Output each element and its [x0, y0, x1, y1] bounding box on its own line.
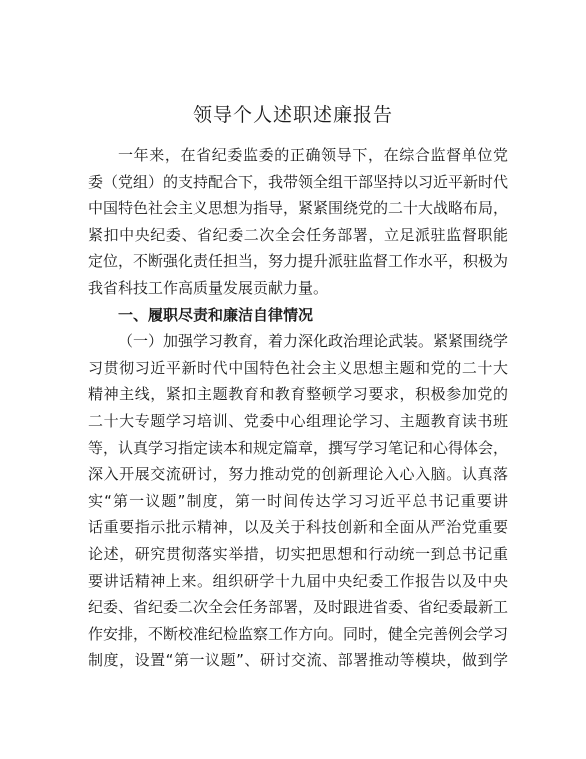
text-line: 作安排，不断校准纪检监察工作方向。同时，健全完善例会学习 [88, 624, 508, 643]
text-line: 二十大专题学习培训、党委中心组理论学习、主题教育读书班 [88, 411, 508, 430]
text-line: 精神主线，紧扣主题教育和教育整顿学习要求，积极参加党的 [88, 385, 508, 404]
text-line: 一年来，在省纪委监委的正确领导下，在综合监督单位党 [118, 146, 508, 164]
text-line: 深入开展交流研讨，努力推动党的创新理论入心入脑。认真落 [88, 465, 508, 484]
text-line: 我省科技工作高质量发展贡献力量。 [88, 278, 329, 297]
text-line: 话重要指示批示精神，以及关于科技创新和全面从严治党重要 [88, 518, 508, 537]
text-line: 紧扣中央纪委、省纪委二次全会任务部署，立足派驻监督职能 [88, 225, 508, 244]
document-body [88, 142, 508, 674]
section-heading: 一、履职尽责和廉洁自律情况 [118, 305, 314, 324]
text-line: 定位，不断强化责任担当，努力提升派驻监督工作水平，积极为 [88, 252, 508, 271]
text-line: 论述，研究贯彻落实举措，切实把思想和行动统一到总书记重 [88, 544, 508, 563]
text-line: 制度，设置“第一议题”、研讨交流、部署推动等模块，做到学 [88, 651, 508, 670]
text-line: 习贯彻习近平新时代中国特色社会主义思想主题和党的二十大 [88, 358, 508, 377]
text-line: 等，认真学习指定读本和规定篇章，撰写学习笔记和心得体会， [88, 438, 508, 457]
document-title: 领导个人述职述廉报告 [192, 104, 393, 126]
text-line: 纪委、省纪委二次全会任务部署，及时跟进省委、省纪委最新工 [88, 598, 508, 617]
text-line: 实“第一议题”制度，第一时间传达学习习近平总书记重要讲 [88, 491, 508, 510]
text-line: 委（党组）的支持配合下，我带领全组干部坚持以习近平新时代 [88, 172, 508, 191]
text-line: 中国特色社会主义思想为指导，紧紧围绕党的二十大战略布局， [88, 199, 508, 218]
text-line: 要讲话精神上来。组织研学十九届中央纪委工作报告以及中央 [88, 571, 508, 590]
text-line: （一）加强学习教育，着力深化政治理论武装。紧紧围绕学 [118, 332, 508, 351]
